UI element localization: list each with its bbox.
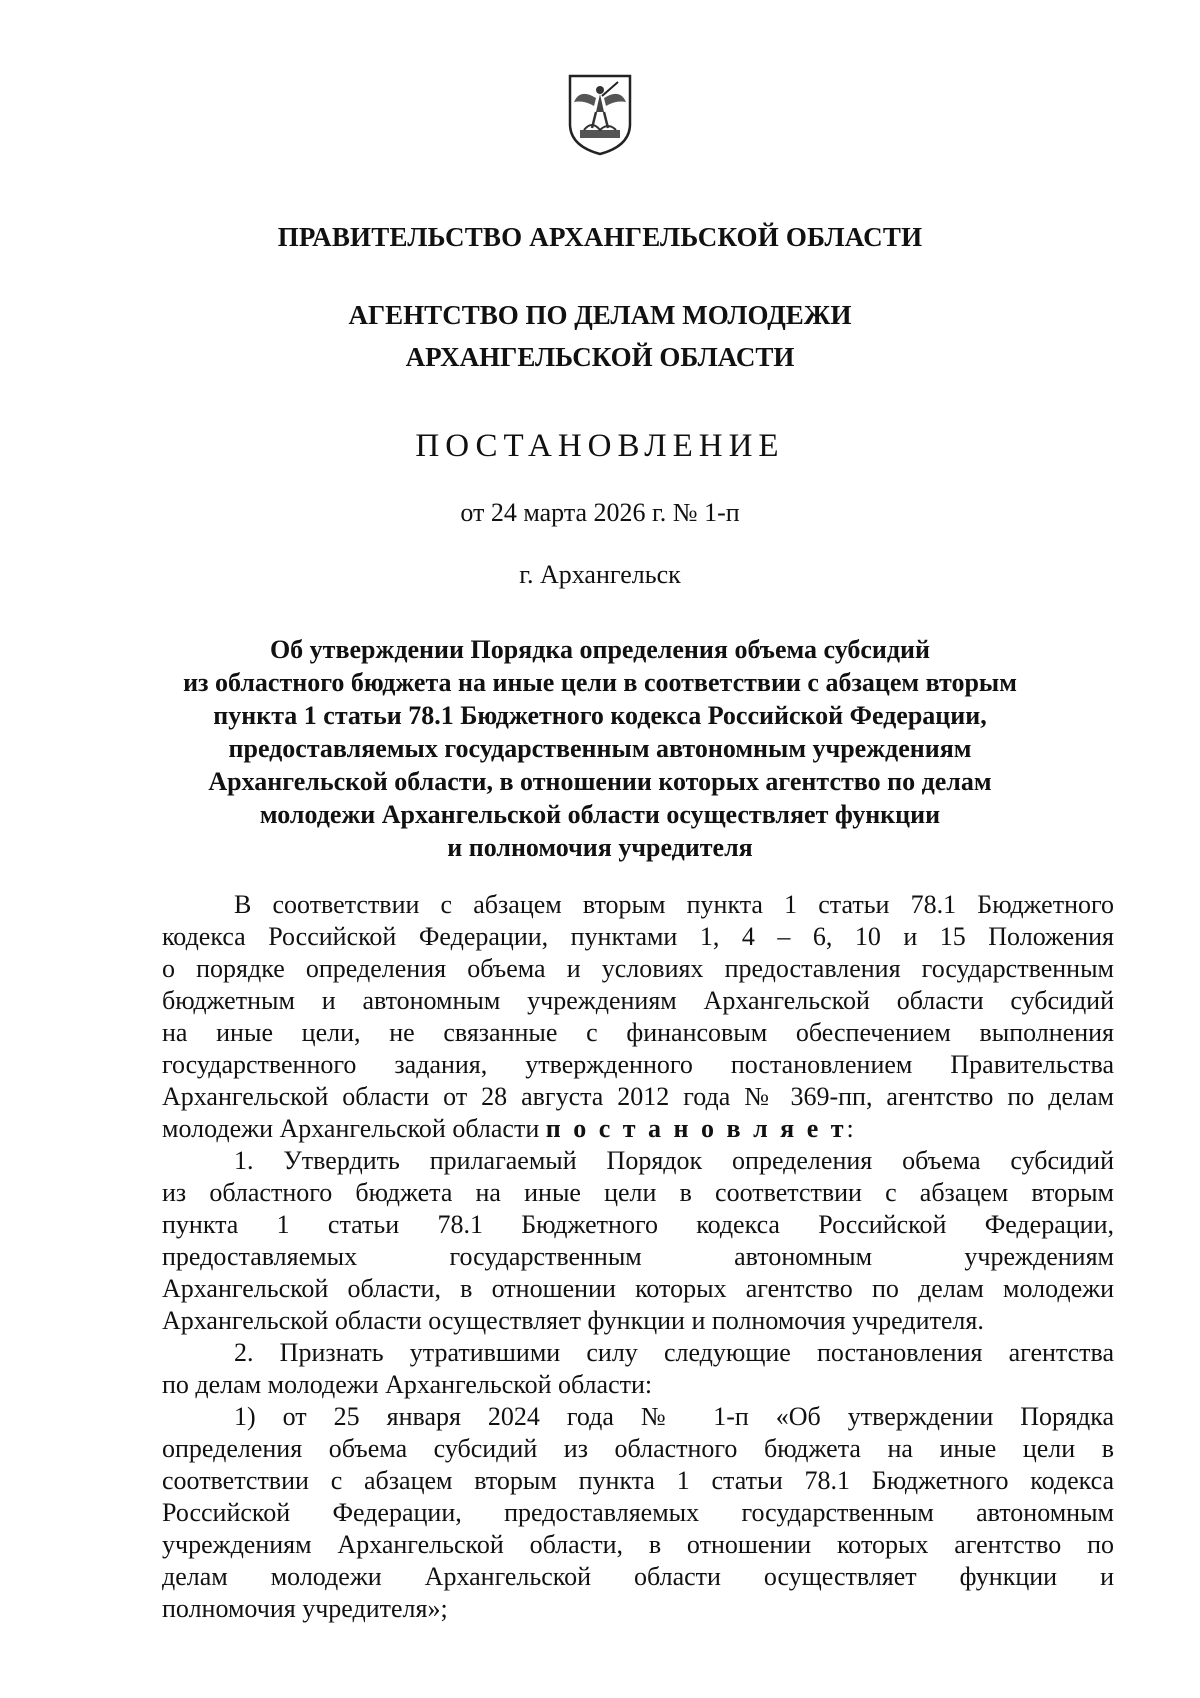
agency-heading-line2: АРХАНГЕЛЬСКОЙ ОБЛАСТИ (405, 342, 795, 372)
title-line: Архангельской области, в отношении которых агентство по делам (208, 767, 992, 796)
body-line: Архангельской области, в отношении которых агентство по делам молодежи (162, 1274, 1114, 1303)
body-line: о порядке определения объема и условиях предоставления государственным (162, 954, 1114, 983)
title-line: молодежи Архангельской области осуществляет функции (259, 800, 941, 829)
title-line: из областного бюджета на иные цели в соответствии с абзацем вторым (183, 668, 1017, 697)
body-line: Архангельской области от 28 августа 2012 года № 369-пп, агентство по делам (162, 1082, 1114, 1111)
title-line: предоставляемых государственным автономным учреждениям (228, 734, 972, 763)
body-line: 2. Признать утратившими силу следующие постановления агентства (234, 1338, 1114, 1367)
body-line: учреждениям Архангельской области, в отношении которых агентство по (162, 1530, 1114, 1559)
body-line: по делам молодежи Архангельской области: (162, 1370, 653, 1399)
body-line: 1) от 25 января 2024 года № 1-п «Об утверждении Порядка (234, 1402, 1114, 1431)
body-line: делам молодежи Архангельской области осуществляет функции и (162, 1562, 1114, 1591)
document-date-number: от 24 марта 2026 г. № 1-п (460, 498, 740, 527)
body-line: соответствии с абзацем вторым пункта 1 статьи 78.1 Бюджетного кодекса (162, 1466, 1114, 1495)
government-heading: ПРАВИТЕЛЬСТВО АРХАНГЕЛЬСКОЙ ОБЛАСТИ (277, 222, 923, 252)
title-line: пункта 1 статьи 78.1 Бюджетного кодекса Российской Федерации, (213, 701, 987, 730)
arkhangelsk-coat-of-arms-icon (566, 72, 634, 156)
body-line: определения объема субсидий из областного бюджета на иные цели в (162, 1434, 1114, 1463)
document-title (170, 633, 1030, 864)
body-line: на иные цели, не связанные с финансовым обеспечением выполнения (162, 1018, 1114, 1047)
body-line: В соответствии с абзацем вторым пункта 1 статьи 78.1 Бюджетного (234, 890, 1114, 919)
body-line: Российской Федерации, предоставляемых государственным автономным (162, 1498, 1114, 1527)
decree-verb: п о с т а н о в л я е т (545, 1114, 847, 1143)
body-line: из областного бюджета на иные цели в соответствии с абзацем вторым (162, 1178, 1114, 1207)
body-line-text: молодежи Архангельской области (162, 1114, 540, 1143)
body-line: 1. Утвердить прилагаемый Порядок определения объема субсидий (234, 1146, 1114, 1175)
title-line: Об утверждении Порядка определения объема субсидий (269, 635, 931, 664)
body-line: кодекса Российской Федерации, пунктами 1, 4 – 6, 10 и 15 Положения (162, 922, 1114, 951)
agency-heading-line1: АГЕНТСТВО ПО ДЕЛАМ МОЛОДЕЖИ (348, 300, 852, 330)
decree-verb-colon: : (846, 1114, 854, 1143)
body-line-decree (162, 1113, 1114, 1145)
body-line: бюджетным и автономным учреждениям Архангельской области субсидий (162, 986, 1114, 1015)
body-line: государственного задания, утвержденного постановлением Правительства (162, 1050, 1114, 1079)
document-body (162, 889, 1114, 1625)
body-line: пункта 1 статьи 78.1 Бюджетного кодекса Российской Федерации, (162, 1210, 1114, 1239)
document-type: ПОСТАНОВЛЕНИЕ (415, 428, 785, 464)
body-line: Архангельской области осуществляет функции и полномочия учредителя. (162, 1306, 984, 1335)
body-line: полномочия учредителя»; (162, 1594, 448, 1623)
title-line: и полномочия учредителя (447, 833, 753, 862)
body-line: предоставляемых государственным автономным учреждениям (162, 1242, 1114, 1271)
document-city: г. Архангельск (519, 560, 681, 589)
